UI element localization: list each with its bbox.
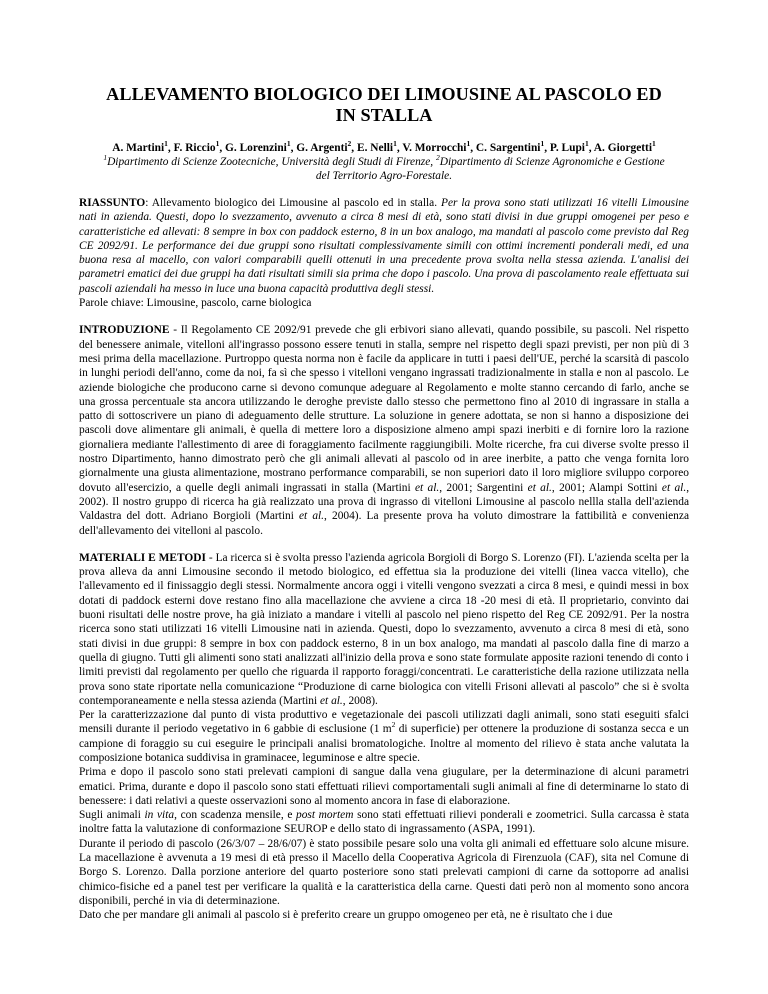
author-separator: , [588,142,594,154]
author-affil-marker: 1 [466,139,471,149]
paper-page [79,0,689,923]
in-vita-term: in vita [144,809,175,822]
intro-text-2: , 2001; Sargentini [439,481,528,494]
affil-marker-2: 2 [435,153,440,163]
affil-marker-1: 1 [103,153,108,163]
intro-text-5: , 2004). La presente prova ha voluto dimostrare la fattibilità e convenienza dell'allevamento dei vitelloni al pascolo. [79,510,689,537]
author-separator: , [351,142,357,154]
author-name: G. Lorenzini [225,142,287,154]
author-affil-marker: 1 [652,139,656,149]
author-name: C. Sargentini [475,142,541,154]
m2-superscript: 2 [391,720,396,730]
author-separator: , [219,142,226,154]
methods-para-4a: Sugli animali [79,809,145,822]
methods-para-4b: , con scadenza mensile, e [174,809,297,822]
author-separator: , [167,142,174,154]
methods-para-6: Dato che per mandare gli animali al pascolo si è preferito creare un gruppo omogeneo per età, ne è risultato che i due [79,909,613,922]
keywords: Parole chiave: Limousine, pascolo, carne biologica [79,297,312,310]
affiliation-2: Dipartimento di Scienze Agronomiche e Gestione del Territorio Agro-Forestale. [315,156,665,182]
author-affil-marker: 1 [286,139,291,149]
author-affil-marker: 2 [347,139,352,149]
methods-para-2a: Per la caratterizzazione dal punto di vista produttivo e vegetazionale dei pascoli utilizzati dagli animali, sono stati eseguiti sfalci mensili durante il periodo vegetativo in 6 gabbie di esclusione (1 m [79,709,689,736]
methods-section [79,551,689,923]
author-affil-marker: 1 [584,139,589,149]
author-affil-marker: 1 [215,139,220,149]
methods-para-5: Durante il periodo di pascolo (26/3/07 – 28/6/07) è stato possibile pesare solo una volta gli animali ed effettuare solo alcune misure. La macellazione è avvenuta a 19 mesi di età presso il Macello della Cooperativa Agricola di Firenzuola (CAF), sita nel Comune di Borgo S. Lorenzo. Dalla porzione anteriore del quarto posteriore sono stati prelevati campioni di carne da sottoporre ad analisi chimico-fisiche ed a panel test per verificare la qualità e la caratteristica della carne. Questi dati però non al momento sono ancora disponibili, perché in via di determinazione. [79,837,689,907]
abstract-title: : Allevamento biologico dei Limousine al pascolo ed in stalla. [145,197,441,209]
intro-etal-1: et al. [414,481,440,494]
abstract-heading: RIASSUNTO [79,197,146,209]
author-separator: , [544,142,550,154]
author-name: P. Lupi [549,142,585,154]
methods-etal: et al. [320,694,343,707]
introduction-section [79,323,689,537]
author-name: A. Martini [112,142,165,154]
author-name: V. Morrocchi [402,142,467,154]
author-separator: , [470,142,476,154]
intro-text-3: , 2001; Alampi Sottini [551,481,662,494]
author-name: F. Riccio [173,142,216,154]
introduction-heading: INTRODUZIONE [79,324,170,337]
author-affil-marker: 1 [164,139,168,149]
methods-para-1b: , 2008). [342,694,378,707]
abstract-section [79,196,689,310]
author-affil-marker: 1 [540,139,545,149]
post-mortem-term: post mortem [296,809,354,822]
intro-text-4: , 2002). Il nostro gruppo di ricerca ha già realizzato una prova di ingrasso di vitelloni Limousine al pascolo nellla stalla dell'azienda Valdastra del dott. Adriano Borgioli (Martini [79,481,690,523]
methods-para-3: Prima e dopo il pascolo sono stati prelevati campioni di sangue dalla vena giugulare, per la determinazione di alcuni parametri ematici. Prima, durante e dopo il pascolo sono stati effettuati rilievi comportamentali sugli animali al fine di determinarne lo stato di benessere: i dati relativi a queste osservazioni sono al momento ancora in fase di elaborazione. [79,766,689,807]
author-separator: , [396,142,403,154]
paper-title: ALLEVAMENTO BIOLOGICO DEI LIMOUSINE AL PASCOLO ED IN STALLA [106,84,662,125]
author-separator: , [290,142,297,154]
author-name: G. Argenti [296,142,348,154]
author-name: A. Giorgetti [593,142,652,154]
author-name: E. Nelli [357,142,394,154]
methods-para-2b: di superficie) per ottenere la produzione di sostanza secca e un campione di foraggio su cui eseguire le principali analisi bromatologiche. Inoltre al momento del rilievo è stata anche valutata la composizione botanica suddivisa in graminacee, leguminose e altre specie. [79,723,689,764]
affiliations [79,155,689,183]
methods-para-1a: - La ricerca si è svolta presso l'azienda agricola Borgioli di Borgo S. Lorenzo (FI). L'azienda scelta per la prova alleva da anni Limousine secondo il metodo biologico, ed effettua sia la produzione dei vitelli (linea vacca vitello), che l'allevamento ed il finissaggio degli stessi. Normalmente ancora oggi i vitelli vengono svezzati a circa 8 mesi, e quindi messi in box dotati di paddock esterni dove restano fino alla macellazione che avviene a circa 18 -20 mesi di età. Il proprietario, convinto dai buoni risultati delle nostre prove, ha già iniziato a mandare i vitelli al pascolo nel pieno rispetto del Reg CE 2092/91. Per la nostra ricerca sono stati utilizzati 16 vitelli Limousine nati in azienda. Questi, dopo lo svezzamento, avvenuto a circa 8 mesi di età, sono stati divisi in due gruppi: 8 sempre in box con paddock esterno, 8 in un box analogo, ma mandati al pascolo dalla fine di marzo a quella di giugno. Tutti gli alimenti sono stati analizzati all'inizio della prova e sono state formulate apposite razioni tenendo di conto i limiti previsti dal regolamento per quello che riguarda il rapporto foraggi/concentrati. Le caratteristiche della razione utilizzata nella prova sono state riportate nella comunicazione “Produzione di carne biologica con vitelli Frisoni allevati al pascolo” che si è svolta contemporaneamente e nella stessa azienda (Martini [79,551,689,707]
methods-heading: MATERIALI E METODI [79,551,206,564]
intro-etal-3: et al. [661,481,687,494]
author-list [79,141,689,155]
affiliation-1: Dipartimento di Scienze Zootecniche, Università degli Studi di Firenze, [107,156,436,168]
intro-text-1: - Il Regolamento CE 2092/91 prevede che gli erbivori siano allevati, quando possibile, su pascoli. Nel rispetto del benessere animale, vitelloni all'ingrasso possono essere tenuti in stalla, sempre nel rispetto degli spazi previsti, per non più di 3 mesi prima della macellazione. Purtroppo questa norma non è facile da applicare in tutti i paesi dell'UE, perché la scarsità di pascolo in lunghi periodi dell'anno, come da noi, fa sì che spesso i vitelloni vengano ingrassati tradizionalmente in stalla e non al pascolo. Le aziende biologiche che producono carne si devono comunque adeguare al Regolamento e molte stanno cercando di farlo, anche se una grossa percentuale sta ancora utilizzando le deroghe previste dallo stesso che permettono fino al 2010 di ingrassare in stalla a patto di sottoscrivere un piano di adeguamento delle strutture. La soluzione in genere adottata, se non si hanno a disposizione dei pascoli dove alimentare gli animali, è quella di mettere loro a disposizione almeno ampi spazi inerbiti e di fornire loro la razione giornaliera mediante l'allestimento di aree di foraggiamento facilmente raggiungibili. Molte ricerche, fra cui diverse svolte presso il nostro Dipartimento, hanno dimostrato però che gli animali allevati al pascolo od in aree inerbite, a patto che venga fornita loro giornalmente una giusta alimentazione, mostrano performance comparabili, se non superiori dato il loro migliore sviluppo corporeo dovuto all'esercizio, a quelle degli animali ingrassati in stalla (Martini [79,324,689,494]
methods-para-4c: sono stati effettuati rilievi ponderali e zoometrici. Sulla carcassa è stata inoltre fatta la valutazione di conformazione SEUROP e dello stato di ingrassamento (ASPA, 1991). [79,809,690,836]
intro-etal-2: et al. [527,481,552,494]
abstract-body: Per la prova sono stati utilizzati 16 vitelli Limousine nati in azienda. Questi, dopo lo svezzamento, avvenuto a circa 8 mesi di età, sono stati divisi in due gruppi omogenei per peso e caratteristiche ed allevati: 8 sempre in box con paddock esterno, 8 in un box analogo, ma mandati al pascolo come previsto dal Reg CE 2092/91. Le performance dei due gruppi sono risultati complessivamente simili con ottimi incrementi ponderali medi, ed una buona resa al macello, con valori comparabili quelli ottenuti in una precedente prova svolta nella stessa azienda. L'analisi dei parametri ematici dei due gruppi ha dati risultati simili sia prima che dopo i pascolo. Una prova di pascolamento reale effettuata sui pascoli aziendali ha messo in luce una buona capacità produttiva degli stessi. [79,197,689,295]
intro-etal-4: et al. [298,510,325,523]
author-affil-marker: 1 [393,139,397,149]
